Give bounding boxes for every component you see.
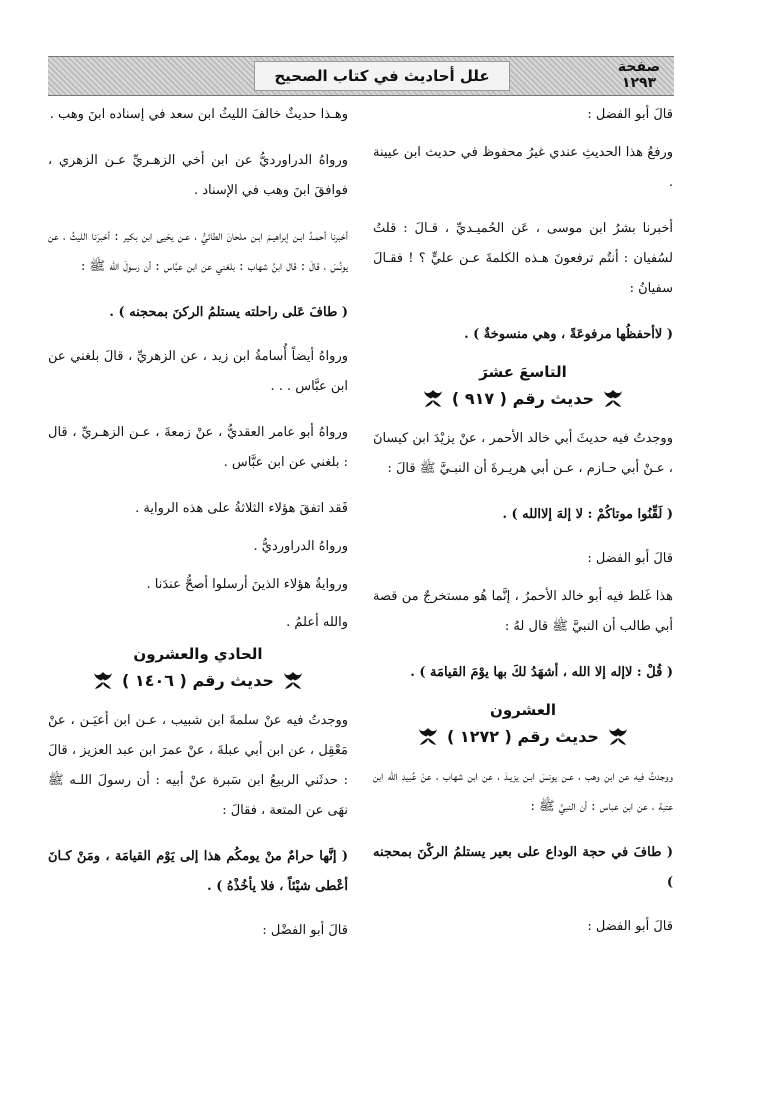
hadith-number-label: حديث رقم ( ١٤٠٦ ) [122,671,274,690]
floral-ornament-icon [607,726,629,748]
paragraph: قالَ أبو الفضل : [587,551,673,566]
paragraph: ووجدتُ فيه عن ابن وهب ، عـن يونسَ ابـن يزيـدَ ، عن ابن شهاب ، عنْ عُبيدِ الله ابن عتبة ، عن ابن عباس : أن النبيَّ ﷺ : [373,769,673,814]
right-column [373,100,673,958]
paragraph: ووجدتُ فيه حديثَ أبي خالد الأحمر ، عنْ يزيْدَ ابن كيسانَ ، عـنْ أبي حـازم ، عـن أبي هريـرةَ أن النبـيَّ ﷺ قالَ : [373,431,673,476]
floral-ornament-icon [422,388,444,410]
paragraph: قالَ أبو الفضل : [587,919,673,934]
section-heading: التاسعَ عشرَ [479,363,567,381]
floral-ornament-icon [602,388,624,410]
floral-ornament-icon [417,726,439,748]
paragraph: ووجدتُ فيه عنْ سلمةَ ابن شبيب ، عـن ابن أعيَـن ، عنْ مَعْقِل ، عن ابن أبي عبلةَ ، عنْ عمرَ ابن عبد العزيز ، قالَ : حدثَني الربيعُ ابن سَبرة عنْ أبيه : أن رسولَ اللـه ﷺ نهَى عن المتعة ، فقالَ : [48,713,348,818]
paragraph: أخبرنا بشرُ ابن موسى ، عَن الحُميـديِّ ، قـالَ : قلتُ لسُفيان : أنتُم ترفعونَ هـذه الكلمةَ عـن عليٍّ ؟ ! فقـالَ سفيانُ : [373,221,673,296]
page-header [48,56,674,96]
paragraph: فَقد اتفقَ هؤلاء الثلاثةُ على هذه الرواية . [135,501,348,516]
hadith-quote: ( لاأحفظُها مرفوعَةً ، وهي منسوخةٌ ) . [464,327,673,342]
page-number-box [610,59,668,91]
page-number: ١٢٩٣ [621,75,657,91]
paragraph: ورواهُ الدراورديُّ عن ابن أخي الزهـريِّ عـن الزهري ، فوافقَ ابنَ وهب في الإسناد . [48,153,348,198]
paragraph: وهـذا حديثٌ خالفَ الليثُ ابن سعد في إسناده ابنَ وهب . [49,107,348,122]
hadith-quote: ( لَقِّنُوا موتاكُمْ : لا إلهَ إلاالله ) . [502,507,673,522]
page-label: صفحة [617,59,661,75]
paragraph: هذا غَلط فيه أبو خالد الأحمرُ ، إنَّما هُو مستخرجٌ من قصة أبي طالب أن النبيَّ ﷺ قال لهُ : [373,589,673,634]
floral-ornament-icon [92,670,114,692]
left-column [48,100,348,962]
hadith-quote: ( طافَ عَلى راحلته يستلمُ الركنَ بمحجنه ) . [109,305,348,320]
paragraph: قالَ أبو الفضل : [587,107,673,122]
hadith-number-title [48,670,348,692]
paragraph: ورفعُ هذا الحديثِ عندي غيرُ محفوظ في حديث ابن عيينة . [373,145,673,190]
hadith-number-title [373,388,673,410]
running-title: علل أحاديث في كتاب الصحيح [254,61,510,91]
floral-ornament-icon [282,670,304,692]
paragraph: ورواهُ أيضاً أُسامةُ ابن زيد ، عن الزهريِّ ، قالَ بلغني عن ابن عبَّاس . . . [48,349,348,394]
paragraph: أخبرنا أحمـدُ ابـن إبراهيـمَ ابـن ملحانَ الطائيُّ ، عـن يحْيى ابن بكير : أخبرَنا الليثُ ، عن يونُسَ ، قالَ : قال ابنُ شهاب : بلغني عن ابن عبَّاس : أن رسولَ الله ﷺ : [48,229,348,274]
hadith-number-label: حديث رقم ( ٩١٧ ) [451,389,595,408]
paragraph: وروايةُ هؤلاء الذينَ أرسلوا أصحُّ عندَنا . [146,577,348,592]
hadith-number-title [373,726,673,748]
paragraph: والله أعلمُ . [286,615,348,630]
paragraph: ورواهُ أبو عامر العقديُّ ، عنْ زمعةَ ، عـن الزهـريِّ ، قال : بلغني عن ابن عبَّاس . [48,425,348,470]
paragraph: قالَ أبو الفضْل : [262,923,348,938]
section-heading: الحادي والعشرون [133,645,263,663]
section-heading: العشرون [490,701,556,719]
hadith-number-label: حديث رقم ( ١٢٧٢ ) [447,727,599,746]
hadith-quote: ( طافَ في حجة الوداع على بعير يستلمُ الركْنَ بمحجنه ) [373,845,673,890]
hadith-quote: ( قُلْ : لاإله إلا الله ، أشهَدُ لكَ بها يوْمَ القيامَة ) . [410,665,673,680]
paragraph: ورواهُ الدراورديُّ . [253,539,348,554]
hadith-quote: ( إنَّها حرامٌ منْ يومكُم هذا إلى يَوْم القيامَة ، ومَنْ كـانَ أعْطى شيْئاً ، فلا يأخُذْهُ ) . [48,849,348,894]
